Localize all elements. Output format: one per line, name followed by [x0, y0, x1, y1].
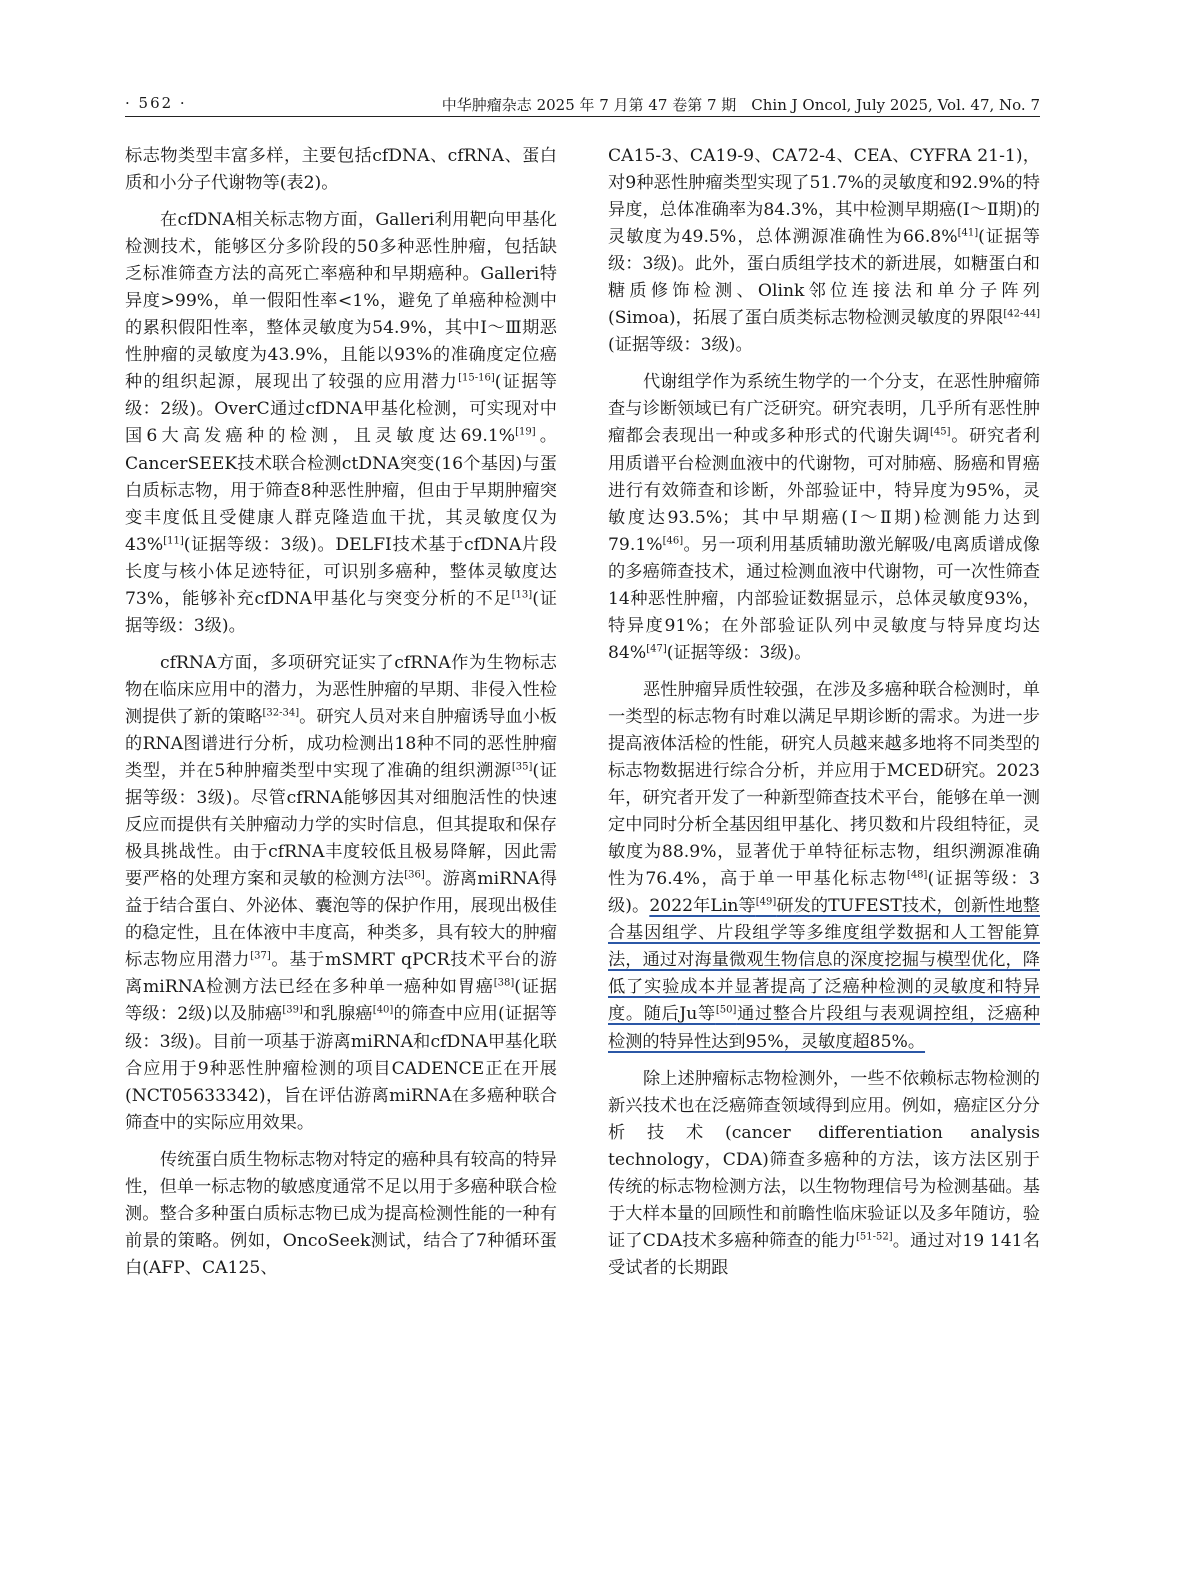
paragraph-protein: 传统蛋白质生物标志物对特定的癌种具有较高的特异性，但单一标志物的敏感度通常不足以用于多癌种联合检测。整合多种蛋白质标志物已成为提高检测性能的一种有前景的策略。例如，OncoSeek测试，结合了7种循环蛋白(AFP、CA125、 — [125, 1149, 557, 1278]
citation[interactable]: [38] — [493, 977, 515, 989]
citation[interactable]: [35] — [511, 761, 533, 773]
highlighted-passage: 2022年Lin等[49]研发的TUFEST技术，创新性地整合基因组学、片段组学等多维度组学数据和人工智能算法，通过对海量微观生物信息的深度挖掘与模型优化，降低了实验成本并显著提高了泛癌种检测的灵敏度和特异度。随后Ju等[50]通过整合片段组与表观调控组，泛癌种检测的特异性达到95%，灵敏度超85%。 — [608, 896, 1040, 1052]
left-column — [125, 143, 557, 1282]
citation[interactable]: [32-34] — [262, 707, 300, 719]
paragraph-cfrna: cfRNA方面，多项研究证实了cfRNA作为生物标志物在临床应用中的潜力，为恶性肿瘤的早期、非侵入性检测提供了新的策略[32-34]。研究人员对来自肿瘤诱导血小板的RNA图谱进行分析，成功检测出18种不同的恶性肿瘤类型，并在5种肿瘤类型中实现了准确的组织溯源[35](证据等级：3级)。尽管cfRNA能够因其对细胞活性的快速反应而提供有关肿瘤动力学的实时信息，但其提取和保存极具挑战性。由于cfRNA丰度较低且极易降解，因此需要严格的处理方案和灵敏的检测方法[36]。游离miRNA得益于结合蛋白、外泌体、囊泡等的保护作用，展现出极佳的稳定性，且在体液中丰度高，种类多，具有较大的肿瘤标志物应用潜力[37]。基于mSMRT qPCR技术平台的游离miRNA检测方法已经在多种单一癌种如胃癌[38](证据等级：2级)以及肺癌[39]和乳腺癌[40]的筛查中应用(证据等级：3级)。目前一项基于游离miRNA和cfDNA甲基化联合应用于9种恶性肿瘤检测的项目CADENCE正在开展(NCT05633342)，旨在评估游离miRNA在多癌种联合筛查中的实际应用效果。 — [125, 652, 557, 1133]
citation[interactable]: [51-52] — [855, 1231, 893, 1243]
paragraph-cfdna: 在cfDNA相关标志物方面，Galleri利用靶向甲基化检测技术，能够区分多阶段的50多种恶性肿瘤，包括缺乏标准筛查方法的高死亡率癌种和早期癌种。Galleri特异度>99%，单一假阳性率<1%，避免了单癌种检测中的累积假阳性率，整体灵敏度为54.9%，其中Ⅰ～Ⅲ期恶性肿瘤的灵敏度为43.9%，且能以93%的准确度定位癌种的组织起源，展现出了较强的应用潜力[15-16](证据等级：2级)。OverC通过cfDNA甲基化检测，可实现对中国6大高发癌种的检测，且灵敏度达69.1%[19]。CancerSEEK技术联合检测ctDNA突变(16个基因)与蛋白质标志物，用于筛查8种恶性肿瘤，但由于早期肿瘤突变丰度低且受健康人群克隆造血干扰，其灵敏度仅为43%[11](证据等级：3级)。DELFI技术基于cfDNA片段长度与核小体足迹特征，可识别多癌种，整体灵敏度达73%，能够补充cfDNA甲基化与突变分析的不足[13](证据等级：3级)。 — [125, 210, 557, 636]
right-column — [608, 143, 1040, 1282]
citation[interactable]: [11] — [163, 534, 184, 546]
citation[interactable]: [47] — [646, 643, 667, 655]
citation[interactable]: [42-44] — [1003, 308, 1040, 320]
citation[interactable]: [41] — [957, 227, 979, 239]
citation[interactable]: [15-16] — [458, 372, 495, 384]
citation[interactable]: [13] — [511, 589, 533, 601]
citation[interactable]: [40] — [372, 1004, 394, 1016]
citation[interactable]: [36] — [404, 869, 425, 881]
citation[interactable]: [49] — [755, 896, 777, 908]
paragraph-protein-cont: CA15-3、CA19-9、CA72-4、CEA、CYFRA 21-1)，对9种恶性肿瘤类型实现了51.7%的灵敏度和92.9%的特异度，总体准确率为84.3%，其中检测早期癌(Ⅰ～Ⅱ期)的灵敏度为49.5%，总体溯源准确性为66.8%[41](证据等级：3级)。此外，蛋白质组学技术的新进展，如糖蛋白和糖质修饰检测、Olink邻位连接法和单分子阵列(Simoa)，拓展了蛋白质类标志物检测灵敏度的界限[42-44](证据等级：3级)。 — [608, 146, 1040, 356]
paragraph-cda: 除上述肿瘤标志物检测外，一些不依赖标志物检测的新兴技术也在泛癌筛查领域得到应用。例如，癌症区分分析技术(cancer differentiation analysis technology，CDA)筛查多癌种的方法，该方法区别于传统的标志物检测方法，以生物物理信号为检测基础。基于大样本量的回顾性和前瞻性临床验证以及多年随访，验证了CDA技术多癌种筛查的能力[51-52]。通过对19 141名受试者的长期跟 — [608, 1068, 1040, 1278]
citation[interactable]: [37] — [250, 950, 271, 962]
paragraph-multiomics: 恶性肿瘤异质性较强，在涉及多癌种联合检测时，单一类型的标志物有时难以满足早期诊断的需求。为进一步提高液体活检的性能，研究人员越来越多地将不同类型的标志物数据进行综合分析，并应用于MCED研究。2023年，研究者开发了一种新型筛查技术平台，能够在单一测定中同时分析全基因组甲基化、拷贝数和片段组特征，灵敏度为88.9%，显著优于单特征标志物，组织溯源准确性为76.4%，高于单一甲基化标志物[48](证据等级：3级)。2022年Lin等[49]研发的TUFEST技术，创新性地整合基因组学、片段组学等多维度组学数据和人工智能算法，通过对海量微观生物信息的深度挖掘与模型优化，降低了实验成本并显著提高了泛癌种检测的灵敏度和特异度。随后Ju等[50]通过整合片段组与表观调控组，泛癌种检测的特异性达到95%，灵敏度超85%。 — [608, 679, 1040, 1052]
citation[interactable]: [45] — [930, 426, 951, 438]
page-number: · 562 · — [125, 94, 187, 112]
journal-citation: 中华肿瘤杂志 2025 年 7 月第 47 卷第 7 期 Chin J Oncol, July 2025, Vol. 47, No. 7 — [441, 96, 1040, 114]
citation[interactable]: [46] — [662, 534, 684, 546]
citation[interactable]: [50] — [715, 1004, 737, 1016]
paragraph-left-1: 标志物类型丰富多样，主要包括cfDNA、cfRNA、蛋白质和小分子代谢物等(表2)。 — [125, 146, 557, 194]
citation[interactable]: [39] — [282, 1004, 303, 1016]
citation[interactable]: [48] — [906, 869, 928, 881]
citation[interactable]: [19] — [515, 426, 536, 438]
running-header — [125, 94, 1040, 117]
paragraph-metabolomics: 代谢组学作为系统生物学的一个分支，在恶性肿瘤筛查与诊断领域已有广泛研究。研究表明，几乎所有恶性肿瘤都会表现出一种或多种形式的代谢失调[45]。研究者利用质谱平台检测血液中的代谢物，可对肺癌、肠癌和胃癌进行有效筛查和诊断，外部验证中，特异度为95%，灵敏度达93.5%；其中早期癌(Ⅰ～Ⅱ期)检测能力达到79.1%[46]。另一项利用基质辅助激光解吸/电离质谱成像的多癌筛查技术，通过检测血液中代谢物，可一次性筛查14种恶性肿瘤，内部验证数据显示，总体灵敏度93%，特异度91%；在外部验证队列中灵敏度与特异度均达84%[47](证据等级：3级)。 — [608, 372, 1040, 663]
